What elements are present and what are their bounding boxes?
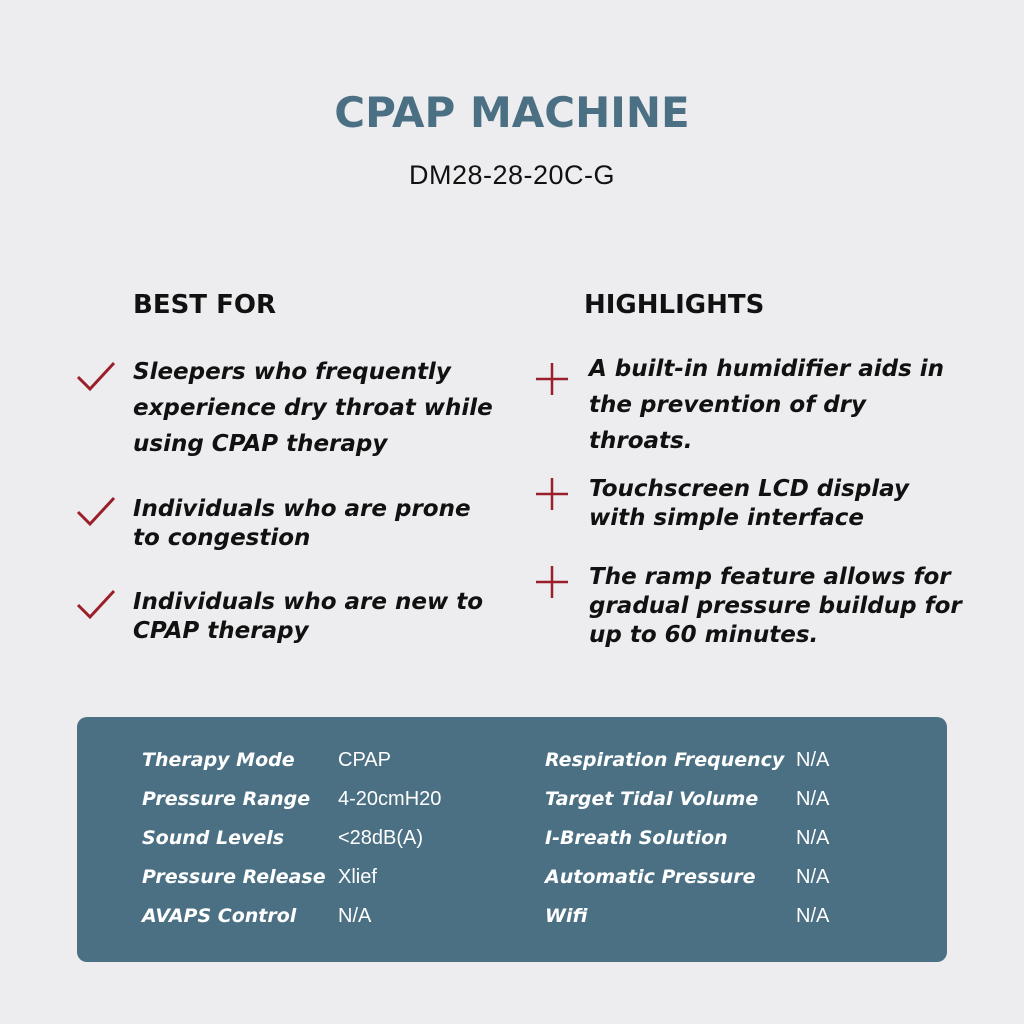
spec-label-target-tidal-volume: Target Tidal Volume bbox=[545, 788, 759, 810]
highlight-item: A built-in humidifier aids in the prevention of dry throats. bbox=[589, 356, 945, 454]
specs-panel bbox=[77, 717, 947, 962]
spec-value-target-tidal-volume: N/A bbox=[796, 788, 830, 810]
best-for-item: Individuals who are prone to congestion bbox=[133, 496, 471, 551]
spec-value-respiration-frequency: N/A bbox=[796, 749, 830, 771]
best-for-item: Individuals who are new to CPAP therapy bbox=[133, 589, 484, 644]
highlights-heading: HIGHLIGHTS bbox=[584, 290, 765, 320]
page-title: CPAP MACHINE bbox=[334, 88, 690, 137]
spec-label-i-breath-solution: I-Breath Solution bbox=[545, 827, 728, 849]
spec-label-sound-levels: Sound Levels bbox=[142, 827, 285, 849]
spec-label-pressure-release: Pressure Release bbox=[142, 866, 326, 888]
spec-label-pressure-range: Pressure Range bbox=[142, 788, 311, 810]
spec-value-wifi: N/A bbox=[796, 905, 830, 927]
highlight-item: Touchscreen LCD display with simple interface bbox=[589, 476, 909, 531]
spec-label-respiration-frequency: Respiration Frequency bbox=[545, 749, 785, 771]
spec-label-avaps-control: AVAPS Control bbox=[142, 905, 297, 927]
check-icon bbox=[76, 495, 116, 529]
plus-icon bbox=[535, 362, 569, 396]
spec-value-i-breath-solution: N/A bbox=[796, 827, 830, 849]
spec-value-sound-levels: <28dB(A) bbox=[338, 827, 424, 849]
model-number: DM28-28-20C-G bbox=[408, 160, 616, 190]
spec-label-automatic-pressure: Automatic Pressure bbox=[545, 866, 756, 888]
spec-label-therapy-mode: Therapy Mode bbox=[142, 749, 295, 771]
check-icon bbox=[76, 360, 116, 394]
spec-value-pressure-release: Xlief bbox=[338, 866, 377, 888]
best-for-heading: BEST FOR bbox=[133, 290, 276, 320]
spec-label-wifi: Wifi bbox=[545, 905, 588, 927]
spec-value-therapy-mode: CPAP bbox=[338, 749, 391, 771]
check-icon bbox=[76, 588, 116, 622]
plus-icon bbox=[535, 565, 569, 599]
spec-value-automatic-pressure: N/A bbox=[796, 866, 830, 888]
best-for-item: Sleepers who frequently experience dry throat while using CPAP therapy bbox=[133, 359, 493, 457]
spec-value-pressure-range: 4-20cmH20 bbox=[338, 788, 442, 810]
spec-value-avaps-control: N/A bbox=[338, 905, 372, 927]
highlight-item: The ramp feature allows for gradual pressure buildup for up to 60 minutes. bbox=[589, 564, 962, 648]
plus-icon bbox=[535, 477, 569, 511]
